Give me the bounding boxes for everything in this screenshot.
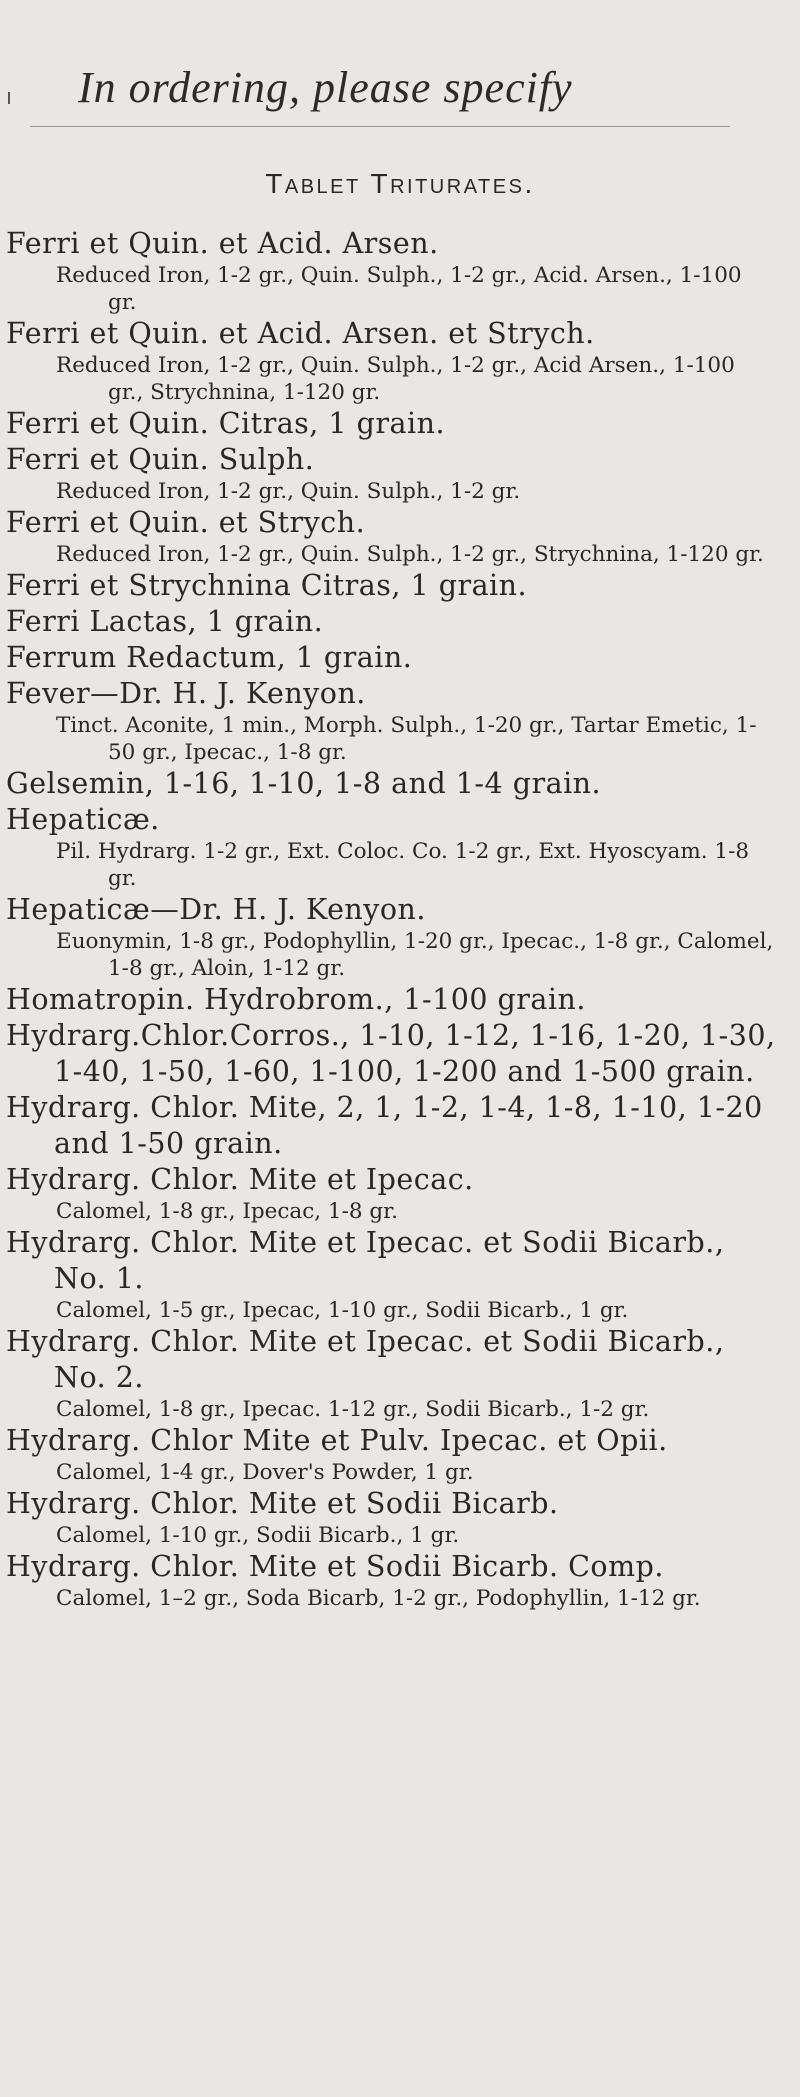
list-item	[6, 1423, 776, 1486]
entry-name: Ferri et Quin. et Acid. Arsen. et Strych.	[6, 317, 595, 350]
list-item	[6, 982, 776, 1018]
list-item	[6, 568, 776, 604]
page-header: In ordering, please specify	[78, 63, 573, 112]
entry-detail: Calomel, 1-10 gr., Sodii Bicarb., 1 gr.	[56, 1523, 460, 1548]
section-title: Tablet Triturates.	[265, 168, 535, 199]
entry-detail: Tinct. Aconite, 1 min., Morph. Sulph., 1-20 gr., Tartar Emetic, 1-50 gr., Ipecac., 1-8 gr.	[56, 713, 757, 765]
entry-detail: Calomel, 1-4 gr., Dover's Powder, 1 gr.	[56, 1460, 474, 1485]
entry-name: Ferri et Strychnina Citras, 1 grain.	[6, 569, 528, 602]
list-item	[6, 406, 776, 442]
list-item	[6, 802, 776, 892]
entry-name: Hydrarg.Chlor.Corros., 1-10, 1-12, 1-16, 1-20, 1-30, 1-40, 1-50, 1-60, 1-100, 1-200 and 1-500 grain.	[6, 1019, 776, 1088]
list-item	[6, 226, 776, 316]
list-item	[6, 1225, 776, 1324]
entry-detail: Pil. Hydrarg. 1-2 gr., Ext. Coloc. Co. 1-2 gr., Ext. Hyoscyam. 1-8 gr.	[56, 839, 750, 891]
entry-name: Hydrarg. Chlor. Mite et Sodii Bicarb.	[6, 1487, 559, 1520]
entry-detail: Reduced Iron, 1-2 gr., Quin. Sulph., 1-2 gr., Acid. Arsen., 1-100 gr.	[56, 263, 742, 315]
entry-name: Hydrarg. Chlor. Mite et Sodii Bicarb. Comp.	[6, 1550, 664, 1583]
entry-detail: Reduced Iron, 1-2 gr., Quin. Sulph., 1-2 gr., Acid Arsen., 1-100 gr., Strychnina, 1-120 gr.	[56, 353, 735, 405]
list-item	[6, 1018, 776, 1090]
list-item	[6, 1324, 776, 1423]
list-item	[6, 892, 776, 982]
entry-name: Hydrarg. Chlor. Mite et Ipecac. et Sodii Bicarb., No. 2.	[6, 1325, 725, 1394]
list-item	[6, 1090, 776, 1162]
entry-detail: Calomel, 1–2 gr., Soda Bicarb, 1-2 gr., Podophyllin, 1-12 gr.	[56, 1586, 701, 1611]
margin-mark	[8, 92, 10, 104]
list-item	[6, 766, 776, 802]
entry-name: Hydrarg. Chlor. Mite et Ipecac. et Sodii Bicarb., No. 1.	[6, 1226, 725, 1295]
list-item	[6, 1162, 776, 1225]
entry-name: Ferri et Quin. et Strych.	[6, 506, 366, 539]
entry-detail: Reduced Iron, 1-2 gr., Quin. Sulph., 1-2 gr.	[56, 479, 521, 504]
list-item	[6, 316, 776, 406]
list-item	[6, 1486, 776, 1549]
list-item	[6, 676, 776, 766]
entry-name: Ferri Lactas, 1 grain.	[6, 605, 324, 638]
entry-name: Hepaticæ.	[6, 803, 160, 836]
entry-name: Hydrarg. Chlor Mite et Pulv. Ipecac. et Opii.	[6, 1424, 668, 1457]
entry-name: Ferri et Quin. et Acid. Arsen.	[6, 227, 439, 260]
list-item	[6, 640, 776, 676]
entry-name: Gelsemin, 1-16, 1-10, 1-8 and 1-4 grain.	[6, 767, 602, 800]
entry-name: Hydrarg. Chlor. Mite, 2, 1, 1-2, 1-4, 1-8, 1-10, 1-20 and 1-50 grain.	[6, 1091, 763, 1160]
entry-detail: Calomel, 1-8 gr., Ipecac, 1-8 gr.	[56, 1199, 398, 1224]
entry-name: Fever—Dr. H. J. Kenyon.	[6, 677, 366, 710]
entry-detail: Reduced Iron, 1-2 gr., Quin. Sulph., 1-2 gr., Strychnina, 1-120 gr.	[56, 542, 764, 567]
entry-detail: Calomel, 1-8 gr., Ipecac. 1-12 gr., Sodii Bicarb., 1-2 gr.	[56, 1397, 650, 1422]
entry-name: Hydrarg. Chlor. Mite et Ipecac.	[6, 1163, 474, 1196]
header-rule	[30, 126, 730, 127]
entry-name: Ferri et Quin. Citras, 1 grain.	[6, 407, 446, 440]
list-item	[6, 505, 776, 568]
entry-name: Ferri et Quin. Sulph.	[6, 443, 315, 476]
entry-list	[6, 226, 776, 1612]
entry-name: Hepaticæ—Dr. H. J. Kenyon.	[6, 893, 426, 926]
list-item	[6, 1549, 776, 1612]
list-item	[6, 604, 776, 640]
entry-detail: Calomel, 1-5 gr., Ipecac, 1-10 gr., Sodii Bicarb., 1 gr.	[56, 1298, 629, 1323]
entry-name: Homatropin. Hydrobrom., 1-100 grain.	[6, 983, 586, 1016]
list-item	[6, 442, 776, 505]
entry-name: Ferrum Redactum, 1 grain.	[6, 641, 413, 674]
entry-detail: Euonymin, 1-8 gr., Podophyllin, 1-20 gr., Ipecac., 1-8 gr., Calomel, 1-8 gr., Aloin, 1-12 gr.	[56, 929, 774, 981]
